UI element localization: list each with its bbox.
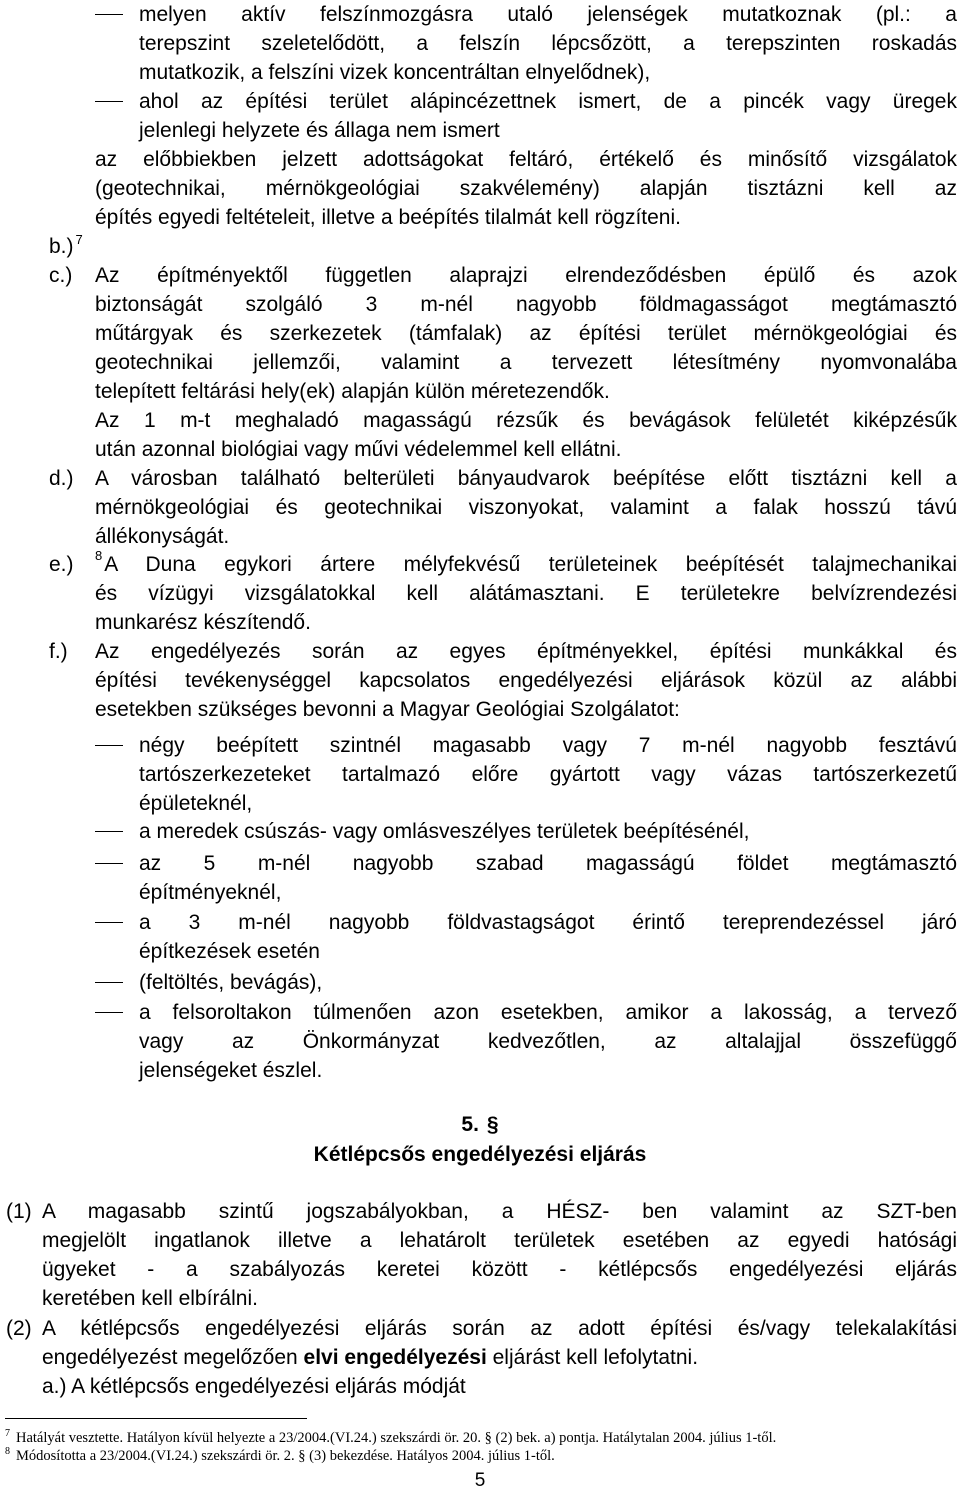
bold-text: elvi engedélyezési	[303, 1346, 487, 1369]
text-line: A magasabb szintű jogszabályokban, a HÉSZ- ben valamint az SZT-ben	[42, 1200, 957, 1223]
text-line: Az építményektől független alaprajzi elrendeződésben épülő és azok	[95, 264, 957, 287]
footnote	[5, 1443, 955, 1465]
item-b	[49, 232, 83, 263]
paragraph-2	[42, 1314, 957, 1401]
dash-list-item	[95, 998, 957, 1085]
text-line: az előbbiekben jelzett adottságokat feltáró, értékelő és minősítő vizsgálatok	[95, 148, 957, 171]
footnote-number: 8	[5, 1446, 10, 1457]
text-line: terepszint szeletelődött, a felszín lépcsőzött, a terepszinten roskadás	[139, 32, 957, 55]
text-line: mutatkozik, a felszíni vizek koncentráltan elnyelődnek),	[139, 61, 651, 84]
text-line: (geotechnikai, mérnökgeológiai szakvélemény) alapján tisztázni kell az	[95, 177, 957, 200]
dash-marker	[95, 1012, 123, 1013]
dash-list-item	[95, 0, 957, 87]
item-e-text	[95, 550, 957, 637]
text-line: ügyeket - a szabályozás keretei között - kétlépcsős engedélyezési eljárás	[42, 1258, 957, 1281]
footnote-separator	[5, 1418, 307, 1419]
text-line: a felsoroltakon túlmenően azon esetekben, amikor a lakosság, a tervező	[139, 1001, 957, 1024]
text-line: építési tevékenységgel kapcsolatos engedélyezési eljárások közül az alábbi	[95, 669, 957, 692]
text-line: Az engedélyezés során az egyes építményekkel, építési munkákkal és	[95, 640, 957, 663]
dash-marker	[95, 982, 123, 983]
text-line: geotechnikai jellemzői, valamint a tervezett létesítmény nyomvonalába	[95, 351, 957, 374]
text-span: engedélyezést megelőzően	[42, 1346, 304, 1369]
text-line: Az 1 m-t meghaladó magasságú rézsűk és bevágások felületét kiképzésűk	[95, 409, 957, 432]
item-f-text	[95, 637, 957, 724]
item-label: f.)	[49, 640, 68, 663]
dash-marker	[95, 863, 123, 864]
text-line: után azonnal biológiai vagy művi védelemmel kell ellátni.	[95, 438, 622, 461]
text-line: a 3 m-nél nagyobb földvastagságot érintő tereprendezéssel járó	[139, 911, 957, 934]
text-line: megjelölt ingatlanok illetve a lehatárolt területek esetében az egyedi hatósági	[42, 1229, 957, 1252]
paragraph-1	[42, 1197, 957, 1313]
text-span: eljárást kell lefolytatni.	[486, 1346, 699, 1369]
paragraph-number: (1)	[6, 1200, 32, 1223]
dash-list-item	[95, 849, 957, 907]
dash-marker	[95, 101, 123, 102]
text-line: vagy az Önkormányzat kedvezőtlen, az altalajjal összefüggő	[139, 1030, 957, 1053]
text-line: épületeknél,	[139, 792, 253, 815]
section-sign: §	[486, 1113, 499, 1136]
footnote-number: 7	[5, 1428, 10, 1439]
section-number-text: 5.	[461, 1113, 479, 1136]
dash-list-item	[95, 87, 957, 145]
text-line: és vízügyi vizsgálatokkal kell alátámasztani. E területekre belvízrendezési	[95, 582, 957, 605]
text-line: építkezések esetén	[139, 940, 320, 963]
item-label: b.)	[49, 235, 74, 258]
footnote-ref: 7	[75, 232, 83, 247]
text-line: ahol az építési terület alápincézettnek ismert, de a pincék vagy üregek	[139, 90, 957, 113]
text-line: esetekben szükséges bevonni a Magyar Geológiai Szolgálatot:	[95, 698, 680, 721]
sub-item: a.) A kétlépcsős engedélyezési eljárás módját	[42, 1375, 466, 1398]
item-label: d.)	[49, 467, 74, 490]
text-line: melyen aktív felszínmozgásra utaló jelenségek mutatkoznak (pl.: a	[139, 3, 957, 26]
dash-marker	[95, 831, 123, 832]
text-line: az 5 m-nél nagyobb szabad magasságú földet megtámasztó	[139, 852, 957, 875]
footnote-ref: 8	[95, 548, 103, 563]
text-line: biztonságát szolgáló 3 m-nél nagyobb földmagasságot megtámasztó	[95, 293, 957, 316]
footnote-text: Hatályát vesztette. Hatályon kívül helyezte a 23/2004.(VI.24.) szekszárdi ör. 20. § (2) bek. a) pontja. Hatálytalan 2004. július 1-től.	[16, 1429, 777, 1446]
section-title: Kétlépcsős engedélyezési eljárás	[313, 1143, 647, 1166]
text-line	[42, 1343, 957, 1372]
text-line: tartószerkezeteket tartalmazó előre gyártott vagy vázas tartószerkezetű	[139, 763, 957, 786]
paragraph-number: (2)	[6, 1317, 32, 1340]
text-line: műtárgyak és szerkezetek (támfalak) az építési terület mérnökgeológiai és	[95, 322, 957, 345]
dash-marker	[95, 745, 123, 746]
text-line: keretében kell elbírálni.	[42, 1287, 258, 1310]
item-label: e.)	[49, 553, 74, 576]
text-line: jelenlegi helyzete és állaga nem ismert	[139, 119, 500, 142]
text-line: négy beépített szintnél magasabb vagy 7 m-nél nagyobb fesztávú	[139, 734, 957, 757]
dash-list-item	[95, 731, 957, 818]
text-line: építményeknél,	[139, 881, 282, 904]
text-line: (feltöltés, bevágás),	[139, 971, 323, 994]
text-line: A városban található belterületi bányaudvarok beépítése előtt tisztázni kell a	[95, 467, 957, 490]
text-line: A kétlépcsős engedélyezési eljárás során az adott építési és/vagy telekalakítási	[42, 1317, 957, 1340]
text-line: munkarész készítendő.	[95, 611, 311, 634]
dash-list-item	[95, 908, 957, 966]
text-line: mérnökgeológiai és geotechnikai viszonyokat, valamint a falak hosszú távú	[95, 496, 957, 519]
footnote-text: Módosította a 23/2004.(VI.24.) szekszárdi ör. 2. § (3) bekezdése. Hatályos 2004. július 1-től.	[16, 1447, 555, 1464]
text-line: telepített feltárási hely(ek) alapján külön méretezendők.	[95, 380, 610, 403]
section-number	[0, 1110, 960, 1139]
item-a-conclusion	[95, 145, 957, 232]
text-line: A Duna egykori ártere mélyfekvésű területeinek beépítését talajmechanikai	[104, 553, 957, 576]
text-line: jelenségeket észlel.	[139, 1059, 323, 1082]
text-line: állékonyságát.	[95, 525, 230, 548]
item-d-text	[95, 464, 957, 551]
text-line: a meredek csúszás- vagy omlásveszélyes területek beépítésénél,	[139, 820, 750, 843]
page-number: 5	[474, 1470, 486, 1491]
dash-marker	[95, 922, 123, 923]
item-label: c.)	[49, 264, 73, 287]
dash-list-item	[95, 817, 957, 846]
item-c-text	[95, 261, 957, 464]
text-line: építés egyedi feltételeit, illetve a beépítés tilalmát kell rögzíteni.	[95, 206, 681, 229]
dash-marker	[95, 14, 123, 15]
dash-list-item	[95, 968, 957, 997]
